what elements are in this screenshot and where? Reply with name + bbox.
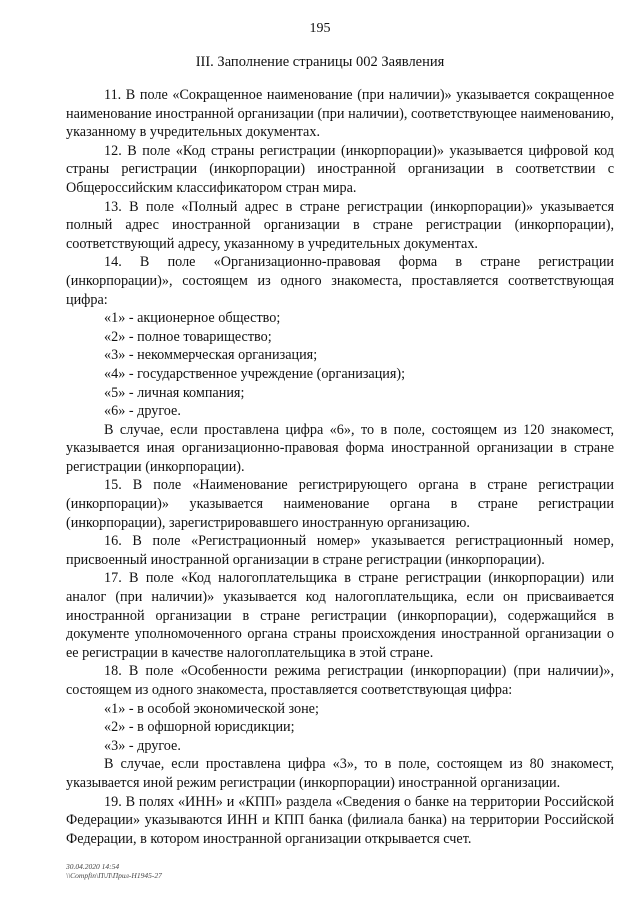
paragraph-18-note: В случае, если проставлена цифра «3», то в поле, состоящем из 80 знакомест, указывается иной режим регистрации (инкорпорации) иностранной организации.: [66, 756, 614, 791]
paragraph-14-note: В случае, если проставлена цифра «6», то в поле, состоящем из 120 знакомест, указывается иная организационно-правовая форма иностранной организации в стране регистрации (инкорпорации).: [66, 421, 614, 475]
page-number: 195: [309, 21, 331, 36]
paragraph-14: 14. В поле «Организационно-правовая форма в стране регистрации (инкорпорации)», состоящем из одного знакоместа, проставляется соответствующая цифра:: [66, 254, 614, 308]
list-item: «3» - другое.: [104, 737, 181, 754]
list-item: «2» - в офшорной юрисдикции;: [104, 719, 295, 736]
paragraph-17: 17. В поле «Код налогоплательщика в стране регистрации (инкорпорации) или аналог (при наличии)» указывается код налогоплательщика, если он присваивается иностранной организации в стране регистрации (инкорпорации), содержащийся в документе уполномоченного органа страны происхождения иностранной организации о ее регистрации в качестве налогоплательщика в этой стране.: [66, 570, 614, 661]
paragraph-12: 12. В поле «Код страны регистрации (инкорпорации)» указывается цифровой код страны регистрации (инкорпорации) иностранной организации в соответствии с Общероссийским классификатором стран мира.: [66, 142, 614, 196]
document-body: [66, 86, 614, 848]
section-title: III. Заполнение страницы 002 Заявления: [195, 54, 445, 70]
list-item: «3» - некоммерческая организация;: [104, 347, 318, 364]
list-item: «2» - полное товарищество;: [104, 328, 272, 345]
paragraph-11: 11. В поле «Сокращенное наименование (при наличии)» указывается сокращенное наименование иностранной организации (при наличии), соответствующее наименованию, указанному в учредительных документах.: [66, 87, 614, 141]
list-item: «6» - другое.: [104, 403, 181, 420]
list-item: «5» - личная компания;: [104, 384, 245, 401]
paragraph-15: 15. В поле «Наименование регистрирующего органа в стране регистрации (инкорпорации)» указывается наименование органа в стране регистрации (инкорпорации), зарегистрировавшего иностранную организацию.: [66, 477, 614, 531]
footer-doc-ref: \\Compfin\П\Л\Прил-Н1945-27: [66, 871, 162, 880]
paragraph-16: 16. В поле «Регистрационный номер» указывается регистрационный номер, присвоенный иностранной организации в стране регистрации (инкорпорации).: [66, 533, 614, 568]
paragraph-19: 19. В полях «ИНН» и «КПП» раздела «Сведения о банке на территории Российской Федерации» указываются ИНН и КПП банка (филиала банка) на территории Российской Федерации, в котором иностранной организации открывается счет.: [66, 793, 614, 847]
list-item: «1» - акционерное общество;: [104, 310, 281, 327]
paragraph-18: 18. В поле «Особенности режима регистрации (инкорпорации) (при наличии)», состоящем из одного знакоместа, проставляется соответствующая цифра:: [66, 663, 614, 698]
list-item: «1» - в особой экономической зоне;: [104, 700, 319, 717]
list-item: «4» - государственное учреждение (организация);: [104, 365, 406, 382]
footer: [66, 862, 162, 880]
footer-timestamp: 30.04.2020 14:54: [66, 862, 120, 871]
paragraph-13: 13. В поле «Полный адрес в стране регистрации (инкорпорации)» указывается полный адрес иностранной организации в стране регистрации (инкорпорации), соответствующий адресу, указанному в учредительных документах.: [66, 198, 614, 252]
